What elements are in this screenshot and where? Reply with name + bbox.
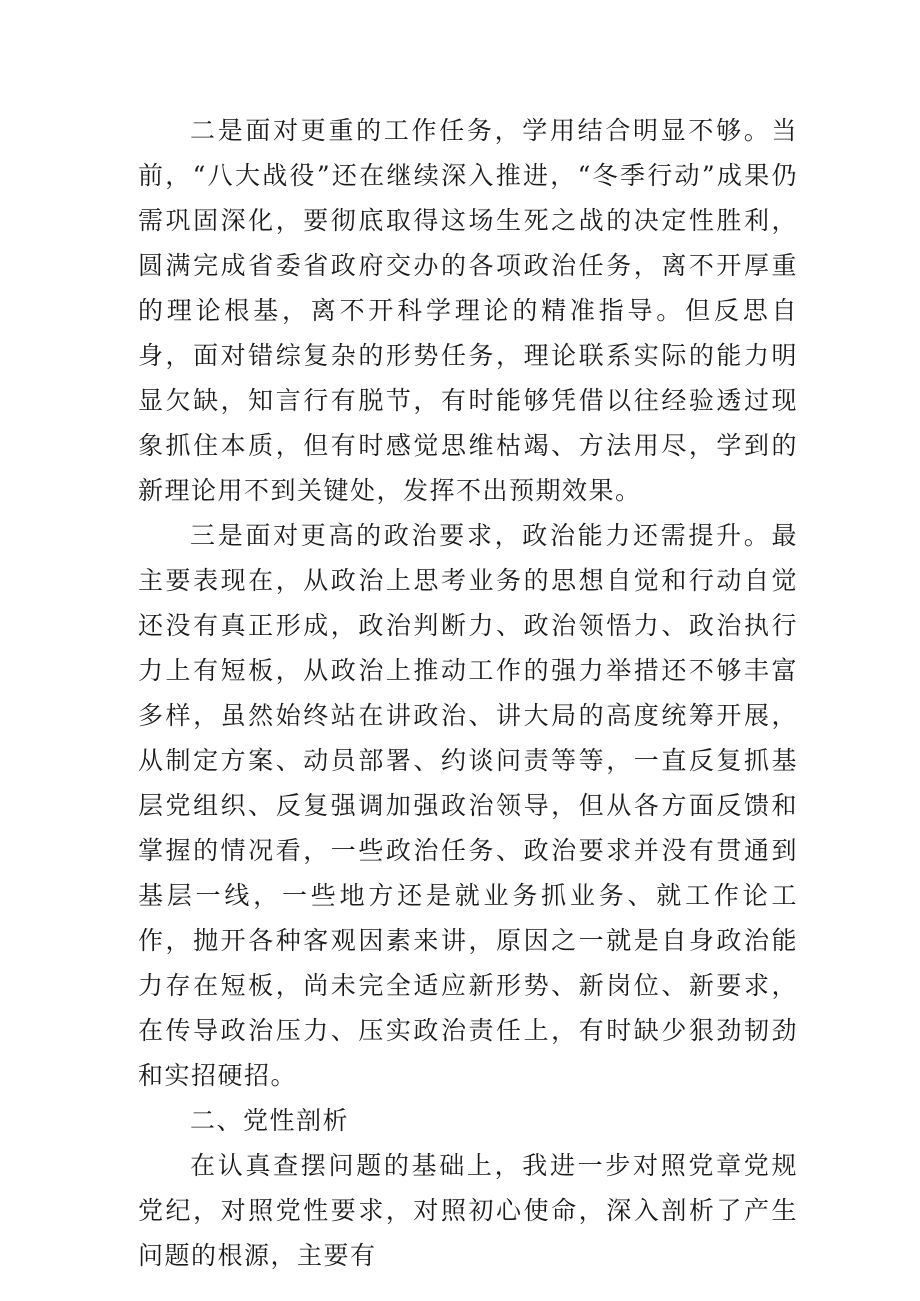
paragraph-analysis-intro: 在认真查摆问题的基础上，我进一步对照党章党规党纪，对照党性要求，对照初心使命，深入剖析了产生问题的根源，主要有 <box>138 1151 798 1270</box>
section-heading-party-analysis: 二、党性剖析 <box>190 1106 350 1135</box>
paragraph-political-ability: 三是面对更高的政治要求，政治能力还需提升。最主要表现在，从政治上思考业务的思想自觉和行动自觉还没有真正形成，政治判断力、政治领悟力、政治执行力上有短板，从政治上推动工作的强力举措还不够丰富多样，虽然始终站在讲政治、讲大局的高度统筹开展，从制定方案、动员部署、约谈问责等等，一直反复抓基层党组织、反复强调加强政治领导，但从各方面反馈和掌握的情况看，一些政治任务、政治要求并没有贯通到基层一线，一些地方还是就业务抓业务、就工作论工作，抛开各种客观因素来讲，原因之一就是自身政治能力存在短板，尚未完全适应新形势、新岗位、新要求，在传导政治压力、压实政治责任上，有时缺少狠劲韧劲和实招硬招。 <box>138 521 798 1090</box>
paragraph-practice-gap: 二是面对更重的工作任务，学用结合明显不够。当前，“八大战役”还在继续深入推进，“冬季行动”成果仍需巩固深化，要彻底取得这场生死之战的决定性胜利，圆满完成省委省政府交办的各项政治任务，离不开厚重的理论根基，离不开科学理论的精准指导。但反思自身，面对错综复杂的形势任务，理论联系实际的能力明显欠缺，知言行有脱节，有时能够凭借以往经验透过现象抓住本质，但有时感觉思维枯竭、方法用尽，学到的新理论用不到关键处，发挥不出预期效果。 <box>138 116 799 505</box>
document-body <box>138 108 798 1278</box>
